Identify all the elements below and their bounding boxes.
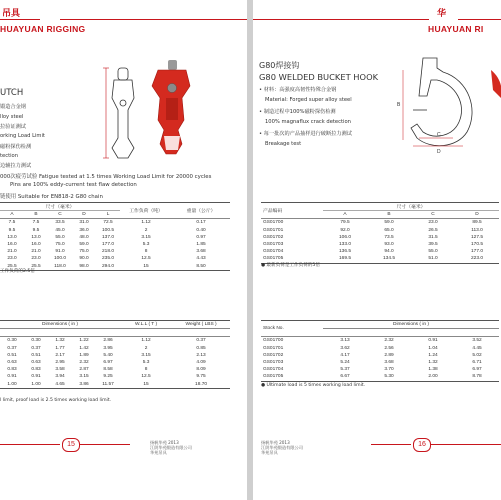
header-cn: 华 <box>437 9 447 19</box>
table-cell: GS01700 <box>263 338 284 344</box>
table-row <box>261 241 499 248</box>
clutch-illustration <box>100 58 247 168</box>
table-cell: 3.52 <box>472 338 482 344</box>
table-body <box>0 219 230 270</box>
header-rule <box>60 19 247 20</box>
table-cell: 2 <box>144 345 148 351</box>
table-cell: 2 <box>144 227 148 233</box>
table-cell: 0.91 <box>428 338 438 344</box>
table-cell: 113.0 <box>471 227 483 233</box>
table-cell: 177.0 <box>102 242 115 248</box>
table-cell: 5.02 <box>472 352 482 358</box>
table-cell: 92.0 <box>340 227 350 233</box>
table-cell: 2.32 <box>384 338 394 344</box>
table-cell: 9.5 <box>8 227 16 233</box>
table-cell: 55.0 <box>428 249 438 255</box>
table-cell: 79.5 <box>340 220 350 226</box>
table-cell: 75.0 <box>55 242 65 248</box>
bullet-line: 100% magnaflux crack detection <box>265 119 351 125</box>
table-cell: 8 <box>144 249 148 255</box>
table-cell: 2.17 <box>55 352 65 358</box>
table-row <box>261 227 499 234</box>
weight-header: 重量（公斤） <box>172 203 230 219</box>
table-cell: 45.0 <box>55 227 65 233</box>
table-footnote: 工作负荷的2.5倍 <box>0 269 35 274</box>
table-cell: 3.68 <box>196 249 206 255</box>
table-cell: 0.83 <box>7 367 17 373</box>
product-title: UTCH <box>0 88 24 98</box>
table-row <box>261 337 499 345</box>
table-cell: 25.5 <box>24 263 48 271</box>
table-cell: 169.5 <box>323 255 367 263</box>
table-cell: 177.0 <box>471 249 484 255</box>
footer-rule <box>80 444 130 445</box>
table-cell: 0.97 <box>196 234 206 240</box>
table-cell: 0.51 <box>31 352 41 358</box>
svg-text:B: B <box>397 102 401 108</box>
left-catalog-page <box>0 0 247 500</box>
table-cell: 0.40 <box>196 227 206 233</box>
table-row <box>261 219 499 227</box>
table-cell: 23.0 <box>31 256 41 262</box>
wll-header: 工作负荷（吨） <box>120 203 172 219</box>
stock-code-header: Stock No. <box>261 321 323 337</box>
table-cell: 6.97 <box>472 367 482 373</box>
table-row <box>261 366 499 373</box>
table-row <box>261 248 499 255</box>
table-cell: 8.09 <box>196 367 206 373</box>
bullet-line: Material: Forged super alloy steel <box>265 97 352 103</box>
col-header: C <box>411 211 455 219</box>
table-cell: 3.58 <box>55 367 65 373</box>
table-cell: 4.17 <box>340 352 350 358</box>
table-cell: GS01701 <box>263 227 284 233</box>
col-header: A <box>0 211 24 219</box>
table-cell: 0.91 <box>31 374 41 380</box>
table-cell: 1.85 <box>196 242 206 248</box>
table-cell: 73.5 <box>384 234 394 240</box>
table-footnote: l limit, proof load is 2.5 times working load limit. <box>0 398 112 403</box>
table-cell: 1.32 <box>428 360 438 366</box>
table-cell: 1.32 <box>55 338 65 344</box>
svg-text:C: C <box>437 132 441 138</box>
table-cell: 2.56 <box>384 345 394 351</box>
table-cell: 1.04 <box>428 345 438 351</box>
footer-rule <box>431 444 501 445</box>
table-cell: 4.09 <box>196 360 206 366</box>
table-cell: 8.78 <box>455 373 499 381</box>
table-cell: 0.30 <box>7 338 17 344</box>
table-row <box>261 345 499 352</box>
product-title-cn: G80焊接钩 <box>259 61 300 70</box>
bullet-line: • 每一批次的产品抽样进行破断拉力测试 <box>259 131 352 137</box>
table-cell: 12.5 <box>141 256 151 262</box>
dimension-group-header: 尺寸（毫米） <box>0 203 120 211</box>
footer-text: 扬帆华苑 2013 江阴华苑锻造有限公司 华苑吊具 <box>261 440 303 455</box>
table-cell: 39.5 <box>428 242 438 248</box>
dimension-group-header: 尺寸（毫米） <box>323 203 499 211</box>
product-title: G80 WELDED BUCKET HOOK <box>259 72 379 82</box>
col-header: B <box>24 211 48 219</box>
spec-table-metric <box>261 202 499 264</box>
stock-code-header: 产品编码 <box>261 203 323 219</box>
table-cell: 1.00 <box>24 381 48 389</box>
col-header: B <box>367 211 411 219</box>
table-cell: 136.5 <box>338 249 351 255</box>
table-cell: 1.77 <box>55 345 65 351</box>
table-cell: GS01703 <box>263 242 284 248</box>
bullet-line: lloy steel <box>0 114 24 120</box>
wll-header: W.L.L ( T ) <box>120 321 172 329</box>
footer-rule <box>0 444 60 445</box>
table-cell: 21.0 <box>31 249 41 255</box>
footer-rule <box>371 444 411 445</box>
bullet-line: • 制造过程中100%磁粉探伤检测 <box>259 109 336 115</box>
table-cell: GS01702 <box>263 352 284 358</box>
table-cell: 13.0 <box>31 234 41 240</box>
table-footnote: ● Ultimate load is 5 times working load limit. <box>261 383 366 388</box>
table-cell: 8.58 <box>103 367 113 373</box>
table-cell: 13.0 <box>7 234 17 240</box>
table-cell: 3.68 <box>384 360 394 366</box>
table-cell: 218.0 <box>102 249 115 255</box>
table-cell: 100.5 <box>102 227 115 233</box>
table-cell: 59.0 <box>384 220 394 226</box>
bullet-line: orking Load Limit <box>0 133 45 139</box>
page-number: 16 <box>413 438 431 452</box>
table-cell: 11.57 <box>96 381 120 389</box>
clutch-product-photo <box>152 60 190 154</box>
table-cell: 2.87 <box>79 367 89 373</box>
footer-text: 扬帆华苑 2013 江阴华苑锻造有限公司 华苑吊具 <box>150 440 192 455</box>
table-cell: 72.5 <box>103 220 113 226</box>
table-row <box>0 255 230 262</box>
table-cell: 118.0 <box>48 263 72 271</box>
col-header: L <box>96 211 120 219</box>
table-cell: 6.71 <box>472 360 482 366</box>
table-row <box>0 248 230 255</box>
table-cell: 127.5 <box>471 234 484 240</box>
table-cell: 23.0 <box>428 220 438 226</box>
col-header: D <box>72 211 96 219</box>
table-cell: 31.5 <box>428 234 438 240</box>
table-cell: 16.0 <box>31 242 41 248</box>
table-row <box>0 373 230 380</box>
table-cell: 6.67 <box>323 373 367 381</box>
table-cell: 25.5 <box>0 263 24 271</box>
table-cell: 0.37 <box>196 338 206 344</box>
table-cell: 8.50 <box>172 263 230 271</box>
table-row <box>0 352 230 359</box>
bullet-line: tection <box>0 153 19 159</box>
table-cell: 100.0 <box>53 256 66 262</box>
bullet-line: • 材料：高强度高韧性特殊合金钢 <box>259 87 337 93</box>
table-cell: 21.0 <box>7 249 17 255</box>
hook-product-photo <box>491 70 501 98</box>
table-cell: 0.63 <box>7 360 17 366</box>
table-cell: 91.0 <box>55 249 65 255</box>
table-cell: 23.0 <box>7 256 17 262</box>
table-cell: 93.0 <box>384 242 394 248</box>
table-cell: 51.0 <box>411 255 455 263</box>
table-cell: 3.62 <box>340 345 350 351</box>
table-cell: 89.5 <box>472 220 482 226</box>
fatigue-note: 000次疲劳试验 Fatigue tested at 1.5 times Working Load Limit for 20000 cycles <box>0 174 212 180</box>
table-cell: 90.0 <box>79 256 89 262</box>
weight-header: Weight ( LBS ) <box>172 321 230 329</box>
table-cell: GS01703 <box>263 360 284 366</box>
page-number: 15 <box>62 438 80 452</box>
table-cell: 0.17 <box>196 220 206 226</box>
col-header: A <box>323 211 367 219</box>
table-row <box>261 359 499 366</box>
table-cell: 5.30 <box>367 373 411 381</box>
pins-note: Pins are 100% eddy-current test flaw detection <box>10 182 137 188</box>
table-cell: 3.15 <box>79 374 89 380</box>
table-cell: 9.25 <box>103 374 113 380</box>
table-cell: 18.70 <box>172 381 230 389</box>
table-cell: 1.38 <box>428 367 438 373</box>
header-rule <box>458 19 501 20</box>
table-cell: 2.13 <box>196 352 206 358</box>
table-footnote: ● 最新负荷是工作负荷的5倍 <box>261 263 320 268</box>
table-row <box>0 381 230 389</box>
table-cell: 6.97 <box>103 360 113 366</box>
table-cell: 15 <box>120 263 172 271</box>
header-brand: HUAYUAN RIGGING <box>0 24 86 34</box>
table-cell: 3.13 <box>340 338 350 344</box>
table-cell: 5.24 <box>340 360 350 366</box>
table-cell: 98.0 <box>72 263 96 271</box>
table-cell: 2.32 <box>79 360 89 366</box>
table-cell: 134.5 <box>367 255 411 263</box>
table-cell: 294.0 <box>96 263 120 271</box>
table-row <box>0 227 230 234</box>
table-cell: 2.00 <box>411 373 455 381</box>
table-cell: 133.0 <box>338 242 351 248</box>
table-cell: 1.22 <box>79 338 89 344</box>
table-cell: 1.00 <box>0 381 24 389</box>
bullet-line: 锻造合金钢 <box>0 104 26 110</box>
bullet-line: Breakage test <box>265 141 302 147</box>
table-cell: GS01701 <box>263 345 284 351</box>
table-cell: 9.5 <box>32 227 40 233</box>
table-body <box>261 219 499 263</box>
spec-table-metric <box>0 202 230 271</box>
table-cell: 0.37 <box>31 345 41 351</box>
table-cell: 1.42 <box>79 345 89 351</box>
table-body <box>0 337 230 388</box>
bullet-line: 边辅拉力测试 <box>0 163 32 169</box>
hook-line-drawing <box>397 58 472 155</box>
table-cell: 2.95 <box>55 360 65 366</box>
table-cell: 48.0 <box>79 234 89 240</box>
table-cell: 0.85 <box>196 345 206 351</box>
bucket-hook-illustration <box>383 50 501 160</box>
table-cell: 59.0 <box>79 242 89 248</box>
table-cell: 26.5 <box>428 227 438 233</box>
table-row <box>0 359 230 366</box>
table-row <box>261 373 499 381</box>
table-cell: 5.3 <box>142 242 150 248</box>
table-cell: 12.5 <box>141 374 151 380</box>
table-cell: 2.86 <box>103 338 113 344</box>
table-cell: 65.0 <box>384 227 394 233</box>
table-cell: GS01704 <box>263 249 284 255</box>
table-cell: 75.0 <box>79 249 89 255</box>
header-rule <box>253 19 429 20</box>
table-cell: 3.94 <box>55 374 65 380</box>
table-cell: GS01705 <box>261 373 323 381</box>
table-cell: 0.37 <box>7 345 17 351</box>
table-cell: 1.12 <box>141 338 151 344</box>
header-brand: HUAYUAN RI <box>428 24 484 34</box>
table-cell: 5.40 <box>103 352 113 358</box>
table-cell: 0.30 <box>31 338 41 344</box>
header-rule <box>0 19 40 20</box>
table-row <box>0 219 230 227</box>
table-cell: 7.5 <box>32 220 40 226</box>
bullet-line: 拉验证测试 <box>0 124 26 130</box>
table-cell: 235.0 <box>102 256 115 262</box>
table-cell: 94.0 <box>384 249 394 255</box>
table-cell: 0.51 <box>7 352 17 358</box>
table-cell: 2.89 <box>384 352 394 358</box>
table-cell: 8 <box>144 367 148 373</box>
table-cell: 137.0 <box>102 234 115 240</box>
table-cell: 1.12 <box>141 220 151 226</box>
table-cell: 0.63 <box>31 360 41 366</box>
table-row <box>0 234 230 241</box>
table-cell: 55.0 <box>55 234 65 240</box>
table-cell: 7.5 <box>8 220 16 226</box>
table-cell: 4.45 <box>472 345 482 351</box>
table-cell: 36.0 <box>79 227 89 233</box>
table-cell: 0.91 <box>7 374 17 380</box>
table-row <box>0 337 230 345</box>
table-cell: 15 <box>120 381 172 389</box>
dimension-group-header: Dimensions ( in ) <box>0 321 120 329</box>
table-cell: 0.83 <box>31 367 41 373</box>
suitable-note: 链使用 Suitable for EN818-2 G80 chain <box>0 194 103 200</box>
table-row <box>0 345 230 352</box>
table-cell: 3.70 <box>384 367 394 373</box>
table-cell: 223.0 <box>455 255 499 263</box>
spec-table-imperial <box>0 320 230 389</box>
dimension-group-header: Dimensions ( in ) <box>323 321 499 329</box>
header-cn: 吊具 <box>2 9 21 19</box>
table-cell: 9.75 <box>196 374 206 380</box>
table-cell: 106.0 <box>338 234 351 240</box>
table-cell: 4.65 <box>48 381 72 389</box>
bullet-line: 磁粉探伤检测 <box>0 144 32 150</box>
spec-table-imperial <box>261 320 499 382</box>
col-header: C <box>48 211 72 219</box>
table-cell: 1.24 <box>428 352 438 358</box>
table-cell: 16.0 <box>7 242 17 248</box>
table-cell: GS01700 <box>263 220 284 226</box>
svg-text:D: D <box>437 149 441 155</box>
table-row <box>261 234 499 241</box>
table-cell: 3.15 <box>141 234 151 240</box>
table-cell: 1.89 <box>79 352 89 358</box>
col-header: D <box>455 211 499 219</box>
table-cell: 31.0 <box>79 220 89 226</box>
table-row <box>0 366 230 373</box>
table-cell: GS01705 <box>261 255 323 263</box>
table-cell: 5.37 <box>340 367 350 373</box>
table-body <box>261 337 499 381</box>
table-cell: GS01704 <box>263 367 284 373</box>
table-cell: 3.86 <box>72 381 96 389</box>
table-cell: 33.5 <box>55 220 65 226</box>
table-cell: GS01702 <box>263 234 284 240</box>
table-cell: 170.5 <box>471 242 484 248</box>
table-cell: 3.95 <box>103 345 113 351</box>
right-catalog-page <box>253 0 501 500</box>
table-cell: 4.43 <box>196 256 206 262</box>
table-cell: 5.3 <box>142 360 150 366</box>
table-row <box>0 241 230 248</box>
table-cell: 3.15 <box>141 352 151 358</box>
table-row <box>261 352 499 359</box>
clutch-line-drawing <box>103 68 134 158</box>
